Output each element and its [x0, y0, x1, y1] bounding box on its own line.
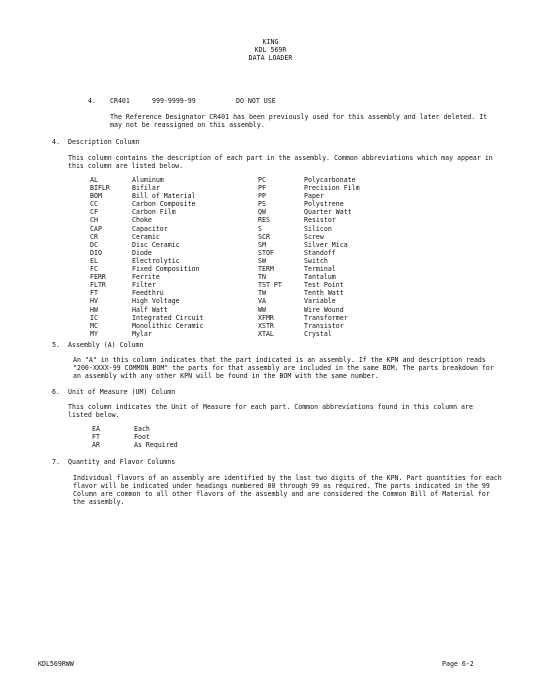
table-row — [258, 306, 360, 314]
table-row — [258, 330, 360, 338]
abbreviation-code: HV — [90, 297, 98, 306]
table-row — [90, 322, 260, 330]
abbreviation-description: Fixed Composition — [132, 265, 200, 274]
abbreviation-code: FT — [92, 433, 100, 442]
abbreviation-description: Carbon Film — [132, 208, 176, 217]
abbreviation-code: EL — [90, 256, 98, 265]
table-row — [258, 257, 360, 265]
section6-number: 6. — [52, 388, 60, 396]
table-row — [92, 425, 178, 433]
table-row — [90, 176, 260, 184]
table-row — [92, 441, 178, 449]
abbreviation-description: Feedthru — [132, 289, 164, 298]
table-row — [258, 265, 360, 273]
section4-title: Description Column — [68, 138, 140, 146]
abbreviation-table-left — [90, 176, 260, 338]
abbreviation-code: SCR — [258, 232, 270, 241]
abbreviation-description: Tenth Watt — [304, 289, 344, 298]
table-row — [90, 249, 260, 257]
table-row — [258, 225, 360, 233]
table-row — [90, 330, 260, 338]
table-row — [90, 225, 260, 233]
table-row — [258, 192, 360, 200]
abbreviation-description: Standoff — [304, 248, 336, 257]
abbreviation-code: QW — [258, 208, 266, 217]
header-line-2: KDL 569R — [254, 46, 287, 54]
table-row — [90, 233, 260, 241]
abbreviation-code: STOF — [258, 248, 274, 257]
abbreviation-code: PF — [258, 184, 266, 193]
abbreviation-description: Choke — [132, 216, 152, 225]
table-row — [258, 208, 360, 216]
abbreviation-code: HW — [90, 305, 98, 314]
abbreviation-description: Quarter Watt — [304, 208, 352, 217]
abbreviation-description: Tantalum — [304, 273, 336, 282]
abbreviation-description: Electrolytic — [132, 256, 180, 265]
abbreviation-code: DIO — [90, 248, 102, 257]
section7-text: Individual flavors of an assembly are identified by the last two digits of the KPN. Part quantities for each flavor will be indicated under headings numbered 00 through 99 as required. The parts indicated in the 99 Column are common to all other flavors of the assembly and are considered the Common Bill of Material for the assembly. — [73, 474, 502, 506]
abbreviation-code: AR — [92, 441, 100, 450]
table-row — [258, 184, 360, 192]
abbreviation-description: Polycarbonate — [304, 176, 356, 184]
abbreviation-description: Ferrite — [132, 273, 160, 282]
abbreviation-code: DC — [90, 240, 98, 249]
footer-page-number: Page 6-2 — [442, 660, 474, 668]
abbreviation-code: EA — [92, 425, 100, 433]
abbreviation-code: WW — [258, 305, 266, 314]
abbreviation-description: As Required — [134, 441, 178, 450]
abbreviation-code: CAP — [90, 224, 102, 233]
abbreviation-code: FT — [90, 289, 98, 298]
abbreviation-code: S — [258, 224, 262, 233]
abbreviation-code: CF — [90, 208, 98, 217]
abbreviation-code: RES — [258, 216, 270, 225]
abbreviation-code: BOM — [90, 192, 102, 201]
abbreviation-code: TERM — [258, 265, 274, 274]
table-row — [90, 281, 260, 289]
abbreviation-description: Diode — [132, 248, 152, 257]
section5-text: An "A" in this column indicates that the part indicated is an assembly. If the KPN and description reads "200-XXXX-99 COMMON BOM" the parts for that assembly are included in the same BOM. The parts breakdown for an assembly with any other KPN will be found in the BOM with the same number. — [73, 356, 494, 380]
abbreviation-description: Silver Mica — [304, 240, 348, 249]
section5-title: Assembly (A) Column — [68, 341, 144, 349]
table-row — [90, 265, 260, 273]
abbreviation-description: Disc Ceramic — [132, 240, 180, 249]
abbreviation-description: Foot — [134, 433, 150, 442]
table-row — [90, 297, 260, 305]
abbreviation-description: Resistor — [304, 216, 336, 225]
abbreviation-code: TN — [258, 273, 266, 282]
section4-intro: This column contains the description of each part in the assembly. Common abbreviations which may appear in this column are listed below. — [68, 154, 493, 170]
abbreviation-code: PP — [258, 192, 266, 201]
section4-number: 4. — [52, 138, 60, 146]
abbreviation-code: MY — [90, 329, 98, 338]
abbreviation-description: High Voltage — [132, 297, 180, 306]
abbreviation-description: Silicon — [304, 224, 332, 233]
table-row — [90, 241, 260, 249]
abbreviation-code: CC — [90, 200, 98, 209]
abbreviation-code: TST PT — [258, 281, 282, 290]
table-row — [90, 184, 260, 192]
abbreviation-description: Bifilar — [132, 184, 160, 193]
item4-ref: CR401 — [110, 97, 130, 105]
table-row — [90, 200, 260, 208]
item4-number: 4. — [88, 97, 96, 105]
table-row — [258, 200, 360, 208]
abbreviation-code: FLTR — [90, 281, 106, 290]
table-row — [90, 257, 260, 265]
table-row — [258, 249, 360, 257]
table-row — [258, 281, 360, 289]
abbreviation-code: VA — [258, 297, 266, 306]
table-row — [90, 306, 260, 314]
abbreviation-code: FERR — [90, 273, 106, 282]
abbreviation-code: CH — [90, 216, 98, 225]
abbreviation-description: Mylar — [132, 329, 152, 338]
table-row — [90, 289, 260, 297]
section6-text: This column indicates the Unit of Measure for each part. Common abbreviations found in this column are listed below. — [68, 403, 473, 419]
header-line-3: DATA LOADER — [248, 54, 293, 62]
abbreviation-description: Precision Film — [304, 184, 360, 193]
table-row — [90, 208, 260, 216]
abbreviation-description: Crystal — [304, 329, 332, 338]
abbreviation-description: Wire Wound — [304, 305, 344, 314]
abbreviation-code: XFMR — [258, 313, 274, 322]
item4-text: The Reference Designator CR401 has been previously used for this assembly and later deleted. It may not be reassigned on this assembly. — [110, 113, 488, 129]
abbreviation-code: CR — [90, 232, 98, 241]
item4-note: DO NOT USE — [236, 97, 276, 105]
header-line-1: KING — [262, 38, 279, 46]
abbreviation-description: Polystrene — [304, 200, 344, 209]
section5-number: 5. — [52, 341, 60, 349]
section6-title: Unit of Measure (UM) Column — [68, 388, 176, 396]
abbreviation-description: Capacitor — [132, 224, 168, 233]
abbreviation-description: Integrated Circuit — [132, 313, 204, 322]
section7-title: Quantity and Flavor Columns — [68, 458, 176, 466]
abbreviation-description: Monolithic Ceramic — [132, 321, 204, 330]
footer-doc-id: KDL569RWW — [38, 660, 74, 668]
table-row — [258, 322, 360, 330]
table-row — [258, 176, 360, 184]
unit-of-measure-table — [92, 425, 178, 449]
table-row — [90, 314, 260, 322]
abbreviation-description: Each — [134, 425, 150, 433]
abbreviation-code: SW — [258, 256, 266, 265]
abbreviation-code: TW — [258, 289, 266, 298]
abbreviation-description: Terminal — [304, 265, 336, 274]
abbreviation-description: Half Watt — [132, 305, 168, 314]
abbreviation-description: Aluminum — [132, 176, 164, 184]
table-row — [258, 241, 360, 249]
abbreviation-code: PC — [258, 176, 266, 184]
table-row — [258, 216, 360, 224]
abbreviation-description: Switch — [304, 256, 328, 265]
abbreviation-code: BIFLR — [90, 184, 110, 193]
abbreviation-description: Screw — [304, 232, 324, 241]
abbreviation-description: Carbon Composite — [132, 200, 196, 209]
abbreviation-description: Bill of Material — [132, 192, 196, 201]
table-row — [258, 289, 360, 297]
table-row — [258, 314, 360, 322]
table-row — [92, 433, 178, 441]
section7-number: 7. — [52, 458, 60, 466]
table-row — [90, 273, 260, 281]
abbreviation-code: IC — [90, 313, 98, 322]
abbreviation-code: AL — [90, 176, 98, 184]
abbreviation-table-right — [258, 176, 360, 338]
item4-part: 999-9999-99 — [152, 97, 196, 105]
abbreviation-description: Ceramic — [132, 232, 160, 241]
abbreviation-code: FC — [90, 265, 98, 274]
abbreviation-description: Filter — [132, 281, 156, 290]
abbreviation-description: Variable — [304, 297, 336, 306]
abbreviation-code: SM — [258, 240, 266, 249]
abbreviation-code: MC — [90, 321, 98, 330]
abbreviation-description: Transformer — [304, 313, 348, 322]
abbreviation-code: PS — [258, 200, 266, 209]
abbreviation-description: Paper — [304, 192, 324, 201]
table-row — [90, 192, 260, 200]
abbreviation-description: Transistor — [304, 321, 344, 330]
abbreviation-code: XSTR — [258, 321, 274, 330]
table-row — [258, 297, 360, 305]
table-row — [258, 273, 360, 281]
table-row — [258, 233, 360, 241]
table-row — [90, 216, 260, 224]
abbreviation-description: Test Point — [304, 281, 344, 290]
abbreviation-code: XTAL — [258, 329, 274, 338]
